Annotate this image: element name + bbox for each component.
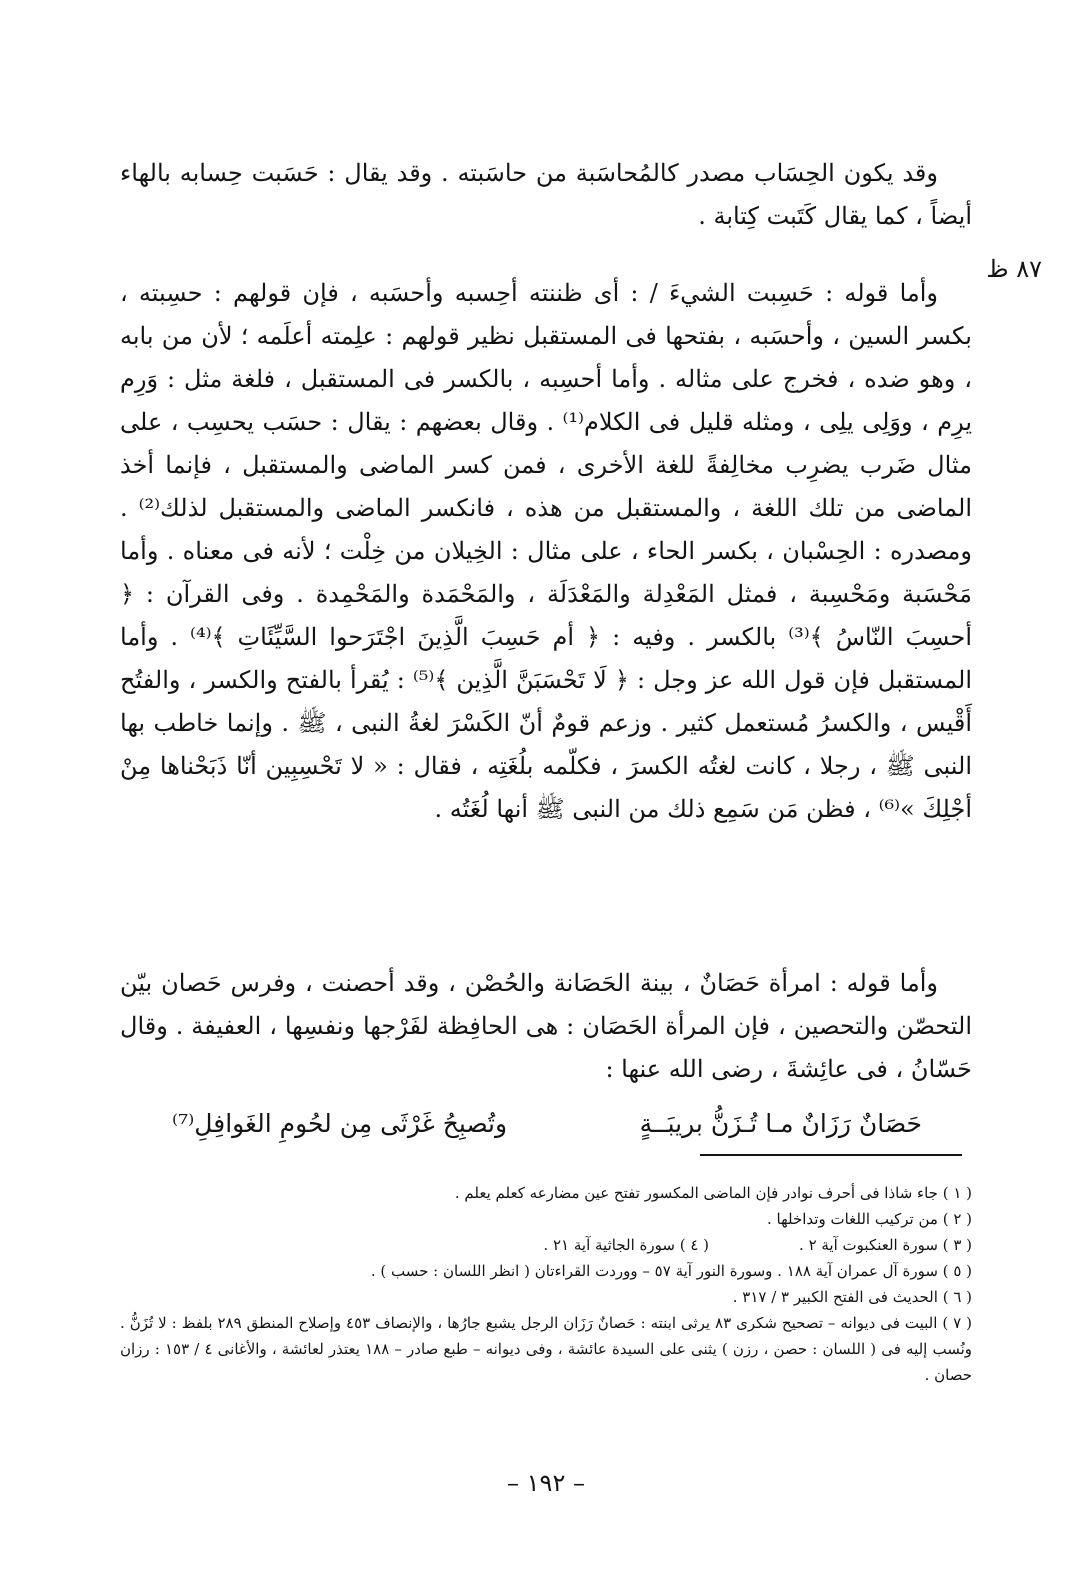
verse-second-hemistich: وتُصبِحُ غَرْثَى مِن لحُومِ الغَوافِلِ⁽⁷⁾ [172, 1109, 508, 1138]
footnotes [120, 1180, 972, 1388]
margin-folio-note: ٨٧ ظ [986, 255, 1042, 283]
paragraph-hasan: وأما قوله : امرأة حَصَانٌ ، بينة الحَصَانة والحُصْن ، وقد أحصنت ، وفرس حَصان بيّن التحصّن والتحصين ، فإن المرأة الحَصَان : هى الحافِظة لفَرْجها ونفسِها ، العفيفة . وقال حَسّانُ ، فى عائِشةَ ، رضى الله عنها : [120, 969, 972, 1083]
footnote-7: ( ٧ ) البيت فى ديوانه – تصحيح شكرى ٨٣ يرثى ابنته : حَصانٌ رَزَان الرجل يشبع جارُها ، والإنصاف ٤٥٣ وإصلاح المنطق ٢٨٩ بلفظ : لا تُزَنُّ . ونُسب إليه فى ( اللسان : حصن ، رزن ) يثنى على السيدة عائشة ، وفى ديوانه – طبع صادر – ١٨٨ يعتذر لعائشة ، والأغانى ٤ / ١٥٣ : رزان حصان . [120, 1314, 972, 1384]
footnote-2: ( ٢ ) من تركيب اللغات وتداخلها . [766, 1210, 972, 1228]
verse-first-hemistich: حَصَانٌ رَزَانٌ مـا تُـزَنُّ بريبَــةٍ [639, 1109, 922, 1138]
page-number: – ١٩٢ – [507, 1469, 585, 1497]
footnote-row-3-4 [120, 1232, 972, 1258]
paragraph-hisab: وقد يكون الحِسَاب مصدر كالمُحاسَبة من حاسَبته . وقد يقال : حَسَبت حِسابه بالهاء أيضاً ، كما يقال كَتَبت كِتابة . [120, 159, 972, 230]
paragraph-hasibtu: وأما قوله : حَسِبت الشيءَ / : أى ظننته أحِسبه وأحسَبه ، فإن قولهم : حسِبته ، بكسر السين ، وأحسَبه ، بفتحها فى المستقبل نظير قولهم : علِمته أعلَمه ؛ لأن من بابه ، وهو ضده ، فخرج على مثاله . وأما أحسِبه ، بالكسر فى المستقبل ، فلغة مثل : وَرِم يرِم ، ووَلِى يلِى ، ومثله قليل فى الكلام⁽¹⁾ . وقال بعضهم : يقال : حسَب يحسِب ، على مثال ضَرب يضرِب مخالِفةً للغة الأخرى ، فمن كسر الماضى والمستقبل ، فإنما أخذ الماضى من تلك اللغة ، والمستقبل من هذه ، فانكسر الماضى والمستقبل لذلك⁽²⁾ . ومصدره : الحِسْبان ، بكسر الحاء ، على مثال : الخِيلان من خِلْت ؛ لأنه فى معناه . وأما مَحْسَبة ومَحْسِبة ، فمثل المَعْدِلة والمَعْدَلَة ، والمَحْمَدة والمَحْمِدة . وفى القرآن : ﴿ أحسِبَ النّاسُ ﴾⁽³⁾ بالكسر . وفيه : ﴿ أم حَسِبَ الَّذِينَ اجْتَرَحوا السَّيِّئَاتِ ﴾⁽⁴⁾ . وأما المستقبل فإن قول الله عز وجل : ﴿ لَا تَحْسَبَنَّ الَّذِين ﴾⁽⁵⁾ : يُقرأ بالفتح والكسر ، والفتُح أَقْيس ، والكسرُ مُستعمل كثير . وزعم قومٌ أنّ الكَسْرَ لغةُ النبى ، ﷺ . وإنما خاطب بها النبى ﷺ ، رجلا ، كانت لغتُه الكسرَ ، فكلّمه بلُغَتِه ، فقال : « لا تَحْسِبِين أنّا ذَبَحْناها مِنْ أجْلِكَ »⁽⁶⁾ ، فظن مَن سَمِع ذلك من النبى ﷺ أنها لُغَتُه . [120, 279, 973, 823]
footnote-3: ( ٣ ) سورة العنكبوت آية ٢ . [799, 1236, 972, 1254]
footnote-divider [700, 1154, 962, 1156]
footnote-5: ( ٥ ) سورة آل عمران آية ١٨٨ . وسورة النور آية ٥٧ – ووردت القراءتان ( انظر اللسان : حسب ) . [370, 1262, 972, 1280]
poetry-verse [172, 1100, 922, 1148]
footnote-1: ( ١ ) جاء شاذا فى أحرف نوادر فإن الماضى المكسور تفتح عين مضارعه كعلم يعلم . [454, 1184, 972, 1202]
footnote-4: ( ٤ ) سورة الجاثية آية ٢١ . [543, 1236, 710, 1254]
footnote-6: ( ٦ ) الحديث فى الفتح الكبير ٣ / ٣١٧ . [732, 1288, 972, 1306]
